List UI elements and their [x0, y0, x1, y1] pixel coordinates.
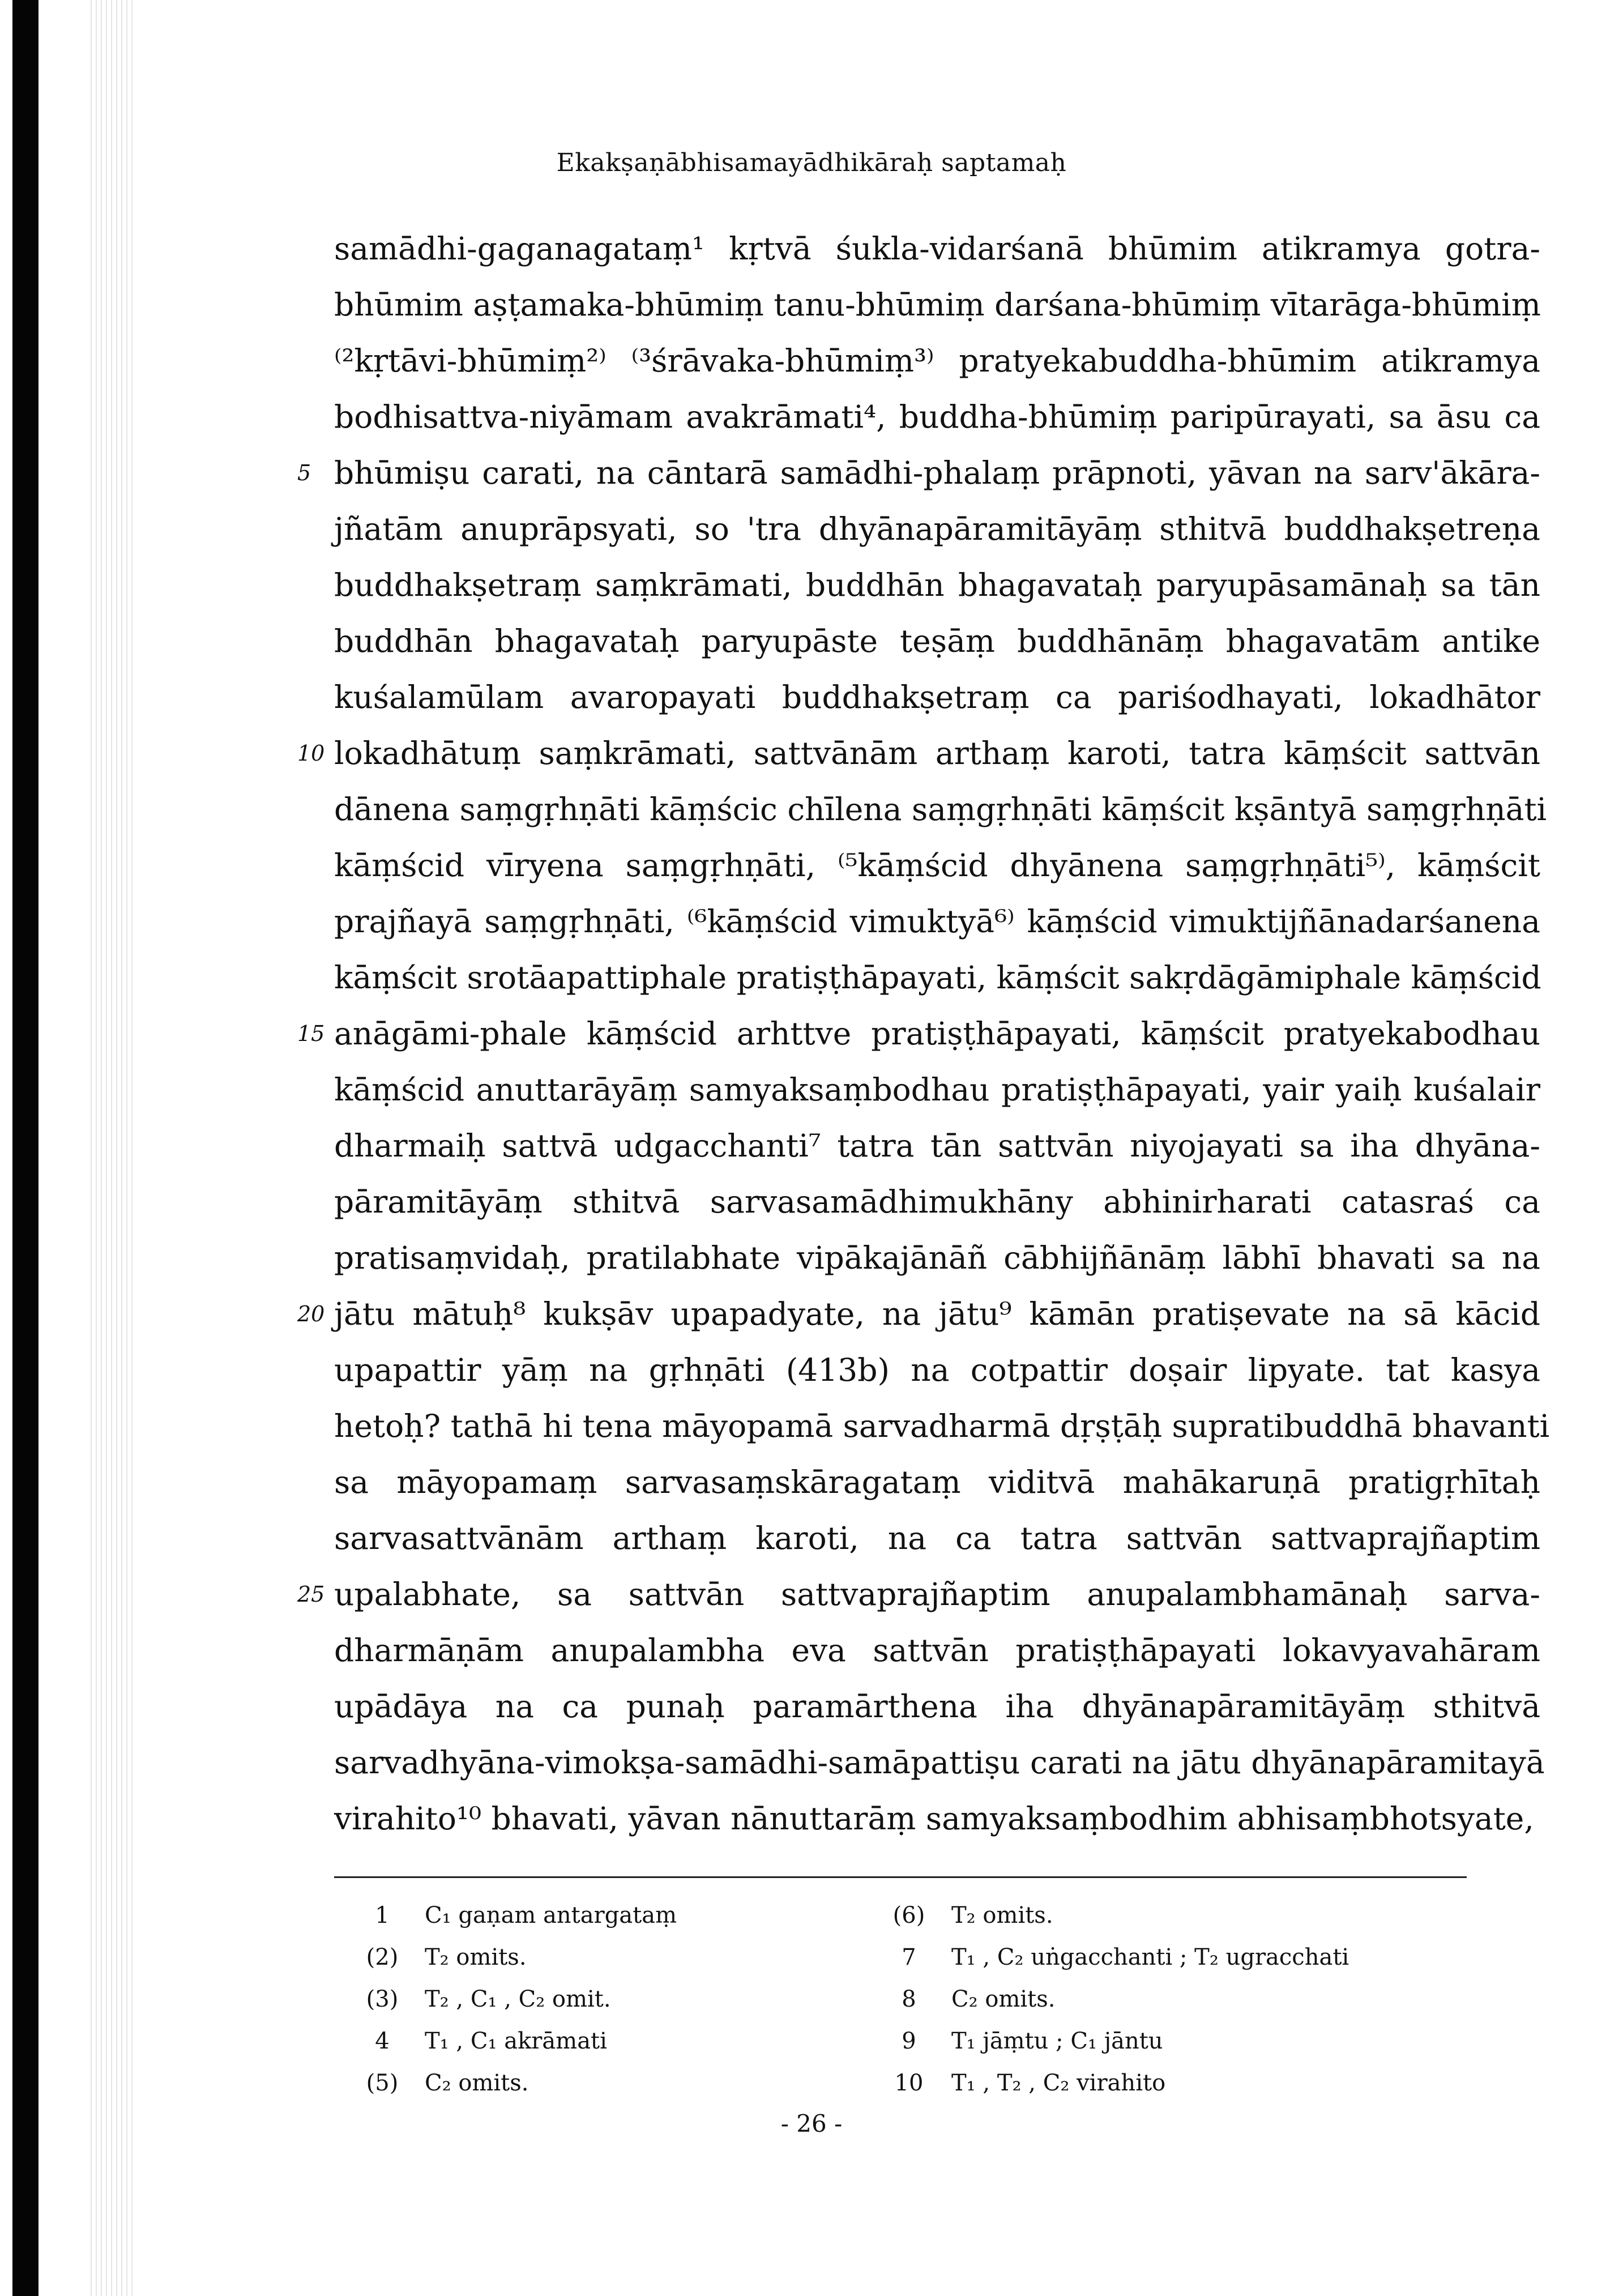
line-text: buddhakṣetraṃ saṃkrāmati, buddhān bhagavataḥ paryupāsamānaḥ sa tān: [334, 567, 1540, 603]
line-text: kāṃścit srotāapattiphale pratiṣṭhāpayati, kāṃścit sakṛdāgāmiphale kāṃścid: [334, 959, 1541, 996]
text-line: [334, 333, 1540, 389]
line-text: upapattir yāṃ na gṛhṇāti (413b) na cotpattir doṣair lipyate. tat kasya: [334, 1352, 1540, 1388]
text-line: [334, 1735, 1545, 1791]
text-line: [334, 782, 1547, 838]
text-line: [334, 1174, 1540, 1230]
footnote: [889, 1978, 1055, 2020]
footnote-text: T₂ omits.: [425, 1944, 527, 1970]
text-line: [334, 1510, 1540, 1567]
line-text: sarvasattvānām arthaṃ karoti, na ca tatra sattvān sattvaprajñaptim: [334, 1520, 1540, 1556]
line-text: virahito¹⁰ bhavati, yāvan nānuttarāṃ samyaksaṃbodhim abhisaṃbhotsyate,: [334, 1800, 1534, 1837]
footnote: [362, 2062, 528, 2104]
scan-edge-bar: [12, 0, 39, 2296]
text-line: [334, 1623, 1540, 1679]
text-line: [334, 1454, 1540, 1510]
line-text: sa māyopamaṃ sarvasaṃskāragataṃ viditvā mahākaruṇā pratigṛhītaḥ: [334, 1464, 1540, 1500]
footnote-text: C₂ omits.: [951, 1986, 1056, 2012]
footnote-number: (2): [366, 1944, 399, 1970]
text-line: [297, 1567, 1540, 1623]
text-line: [334, 277, 1540, 333]
footnote-number: 9: [902, 2028, 916, 2054]
footnote-text: C₂ omits.: [425, 2070, 529, 2096]
line-text: anāgāmi-phale kāṃścid arhttve pratiṣṭhāpayati, kāṃścit pratyekabodhau: [334, 1015, 1540, 1052]
footnote-number: (6): [892, 1902, 925, 1928]
text-line: [334, 950, 1540, 1006]
text-line: [297, 445, 1540, 501]
running-header: Ekakṣaṇābhisamayādhikāraḥ saptamaḥ: [556, 148, 1067, 177]
line-text: dharmaiḥ sattvā udgacchanti⁷ tatra tān sattvān niyojayati sa iha dhyāna-: [334, 1128, 1540, 1164]
page-number: - 26 -: [780, 2110, 843, 2137]
text-line: [334, 1342, 1540, 1398]
text-line: [334, 221, 1540, 277]
line-text: pratisaṃvidaḥ, pratilabhate vipākajānāñ cābhijñānāṃ lābhī bhavati sa na: [334, 1240, 1540, 1276]
line-number: 25: [297, 1582, 325, 1607]
text-line: [334, 838, 1540, 894]
footnote-text: T₂ , C₁ , C₂ omit.: [425, 1986, 611, 2012]
text-line: [334, 1791, 1540, 1847]
text-line: [334, 669, 1540, 725]
footnote-number: 7: [902, 1944, 916, 1970]
line-text: kuśalamūlam avaropayati buddhakṣetraṃ ca pariśodhayati, lokadhātor: [334, 679, 1540, 715]
footnote-text: T₁ jāṃtu ; C₁ jāntu: [951, 2028, 1163, 2054]
footnote: [362, 1936, 527, 1978]
line-number: 15: [297, 1021, 325, 1046]
line-text: upādāya na ca punaḥ paramārthena iha dhyānapāramitāyāṃ sthitvā: [334, 1688, 1540, 1725]
footnote: [889, 2062, 1165, 2104]
footnote: [889, 1936, 1349, 1978]
line-text: jñatām anuprāpsyati, so 'tra dhyānapāramitāyāṃ sthitvā buddhakṣetreṇa: [334, 511, 1540, 547]
text-line: [297, 1286, 1540, 1342]
footnote-text: C₁ gaṇam antargataṃ: [425, 1902, 677, 1928]
line-text: sarvadhyāna-vimokṣa-samādhi-samāpattiṣu carati na jātu dhyānapāramitayā: [334, 1744, 1545, 1781]
footnote-number: 10: [894, 2070, 924, 2096]
footnote-number: (3): [366, 1986, 399, 2012]
text-line: [334, 1118, 1540, 1174]
footnote-number: (5): [366, 2070, 399, 2096]
line-text: dharmāṇām anupalambha eva sattvān pratiṣṭhāpayati lokavyavahāram: [334, 1632, 1540, 1668]
line-text: prajñayā saṃgṛhṇāti, ⁽⁶kāṃścid vimuktyā⁶⁾ kāṃścid vimuktijñānadarśanena: [334, 903, 1540, 940]
text-line: [334, 1230, 1540, 1286]
footnote: [362, 1894, 677, 1936]
line-text: dānena saṃgṛhṇāti kāṃścic chīlena saṃgṛhṇāti kāṃścit kṣāntyā saṃgṛhṇāti: [334, 791, 1547, 827]
footnote: [362, 2020, 607, 2062]
line-text: pāramitāyāṃ sthitvā sarvasamādhimukhāny abhinirharati catasraś ca: [334, 1184, 1540, 1220]
footnote-text: T₁ , C₁ akrāmati: [425, 2028, 607, 2054]
footnote: [362, 1978, 611, 2020]
line-text: samādhi-gaganagataṃ¹ kṛtvā śukla-vidarśanā bhūmim atikramya gotra-: [334, 231, 1540, 267]
text-line: [334, 1062, 1540, 1118]
line-text: upalabhate, sa sattvān sattvaprajñaptim anupalambhamānaḥ sarva-: [334, 1576, 1540, 1612]
footnote-text: T₁ , T₂ , C₂ virahito: [951, 2070, 1166, 2096]
footnote-text: T₂ omits.: [951, 1902, 1053, 1928]
text-line: [297, 725, 1540, 782]
text-line: [334, 557, 1540, 613]
line-text: bodhisattva-niyāmam avakrāmati⁴, buddha-bhūmiṃ paripūrayati, sa āsu ca: [334, 399, 1540, 435]
footnote-number: 8: [902, 1986, 916, 2012]
line-number: 20: [297, 1301, 325, 1326]
line-number: 10: [297, 741, 325, 766]
line-text: bhūmiṣu carati, na cāntarā samādhi-phalaṃ prāpnoti, yāvan na sarv'ākāra-: [334, 455, 1540, 491]
text-line: [334, 389, 1540, 445]
scan-bleed-through: [91, 0, 136, 2296]
line-text: kāṃścid vīryena saṃgṛhṇāti, ⁽⁵kāṃścid dhyānena saṃgṛhṇāti⁵⁾, kāṃścit: [334, 847, 1540, 884]
text-line: [334, 894, 1540, 950]
line-text: buddhān bhagavataḥ paryupāste teṣāṃ buddhānāṃ bhagavatām antike: [334, 623, 1540, 659]
text-line: [334, 501, 1540, 557]
text-line: [334, 613, 1540, 669]
main-text: [297, 221, 1550, 1847]
line-text: lokadhātuṃ saṃkrāmati, sattvānām arthaṃ karoti, tatra kāṃścit sattvān: [334, 735, 1540, 771]
line-number: 5: [297, 460, 311, 485]
footnote-number: 1: [375, 1902, 390, 1928]
footnote: [889, 1894, 1053, 1936]
footnote-rule: [334, 1876, 1467, 1878]
line-text: kāṃścid anuttarāyāṃ samyaksaṃbodhau pratiṣṭhāpayati, yair yaiḥ kuśalair: [334, 1072, 1540, 1108]
footnote-number: 4: [375, 2028, 390, 2054]
line-text: ⁽²kṛtāvi-bhūmiṃ²⁾ ⁽³śrāvaka-bhūmiṃ³⁾ pratyekabuddha-bhūmim atikramya: [334, 343, 1540, 379]
text-line: [334, 1679, 1540, 1735]
text-line: [297, 1006, 1540, 1062]
footnote: [889, 2020, 1163, 2062]
footnote-text: T₁ , C₂ uṅgacchanti ; T₂ ugracchati: [951, 1944, 1349, 1970]
line-text: jātu mātuḥ⁸ kukṣāv upapadyate, na jātu⁹ kāmān pratiṣevate na sā kācid: [334, 1296, 1540, 1332]
line-text: hetoḥ? tathā hi tena māyopamā sarvadharmā dṛṣṭāḥ supratibuddhā bhavanti: [334, 1408, 1550, 1444]
text-line: [334, 1398, 1550, 1454]
line-text: bhūmim aṣṭamaka-bhūmiṃ tanu-bhūmiṃ darśana-bhūmiṃ vītarāga-bhūmiṃ: [334, 287, 1541, 323]
